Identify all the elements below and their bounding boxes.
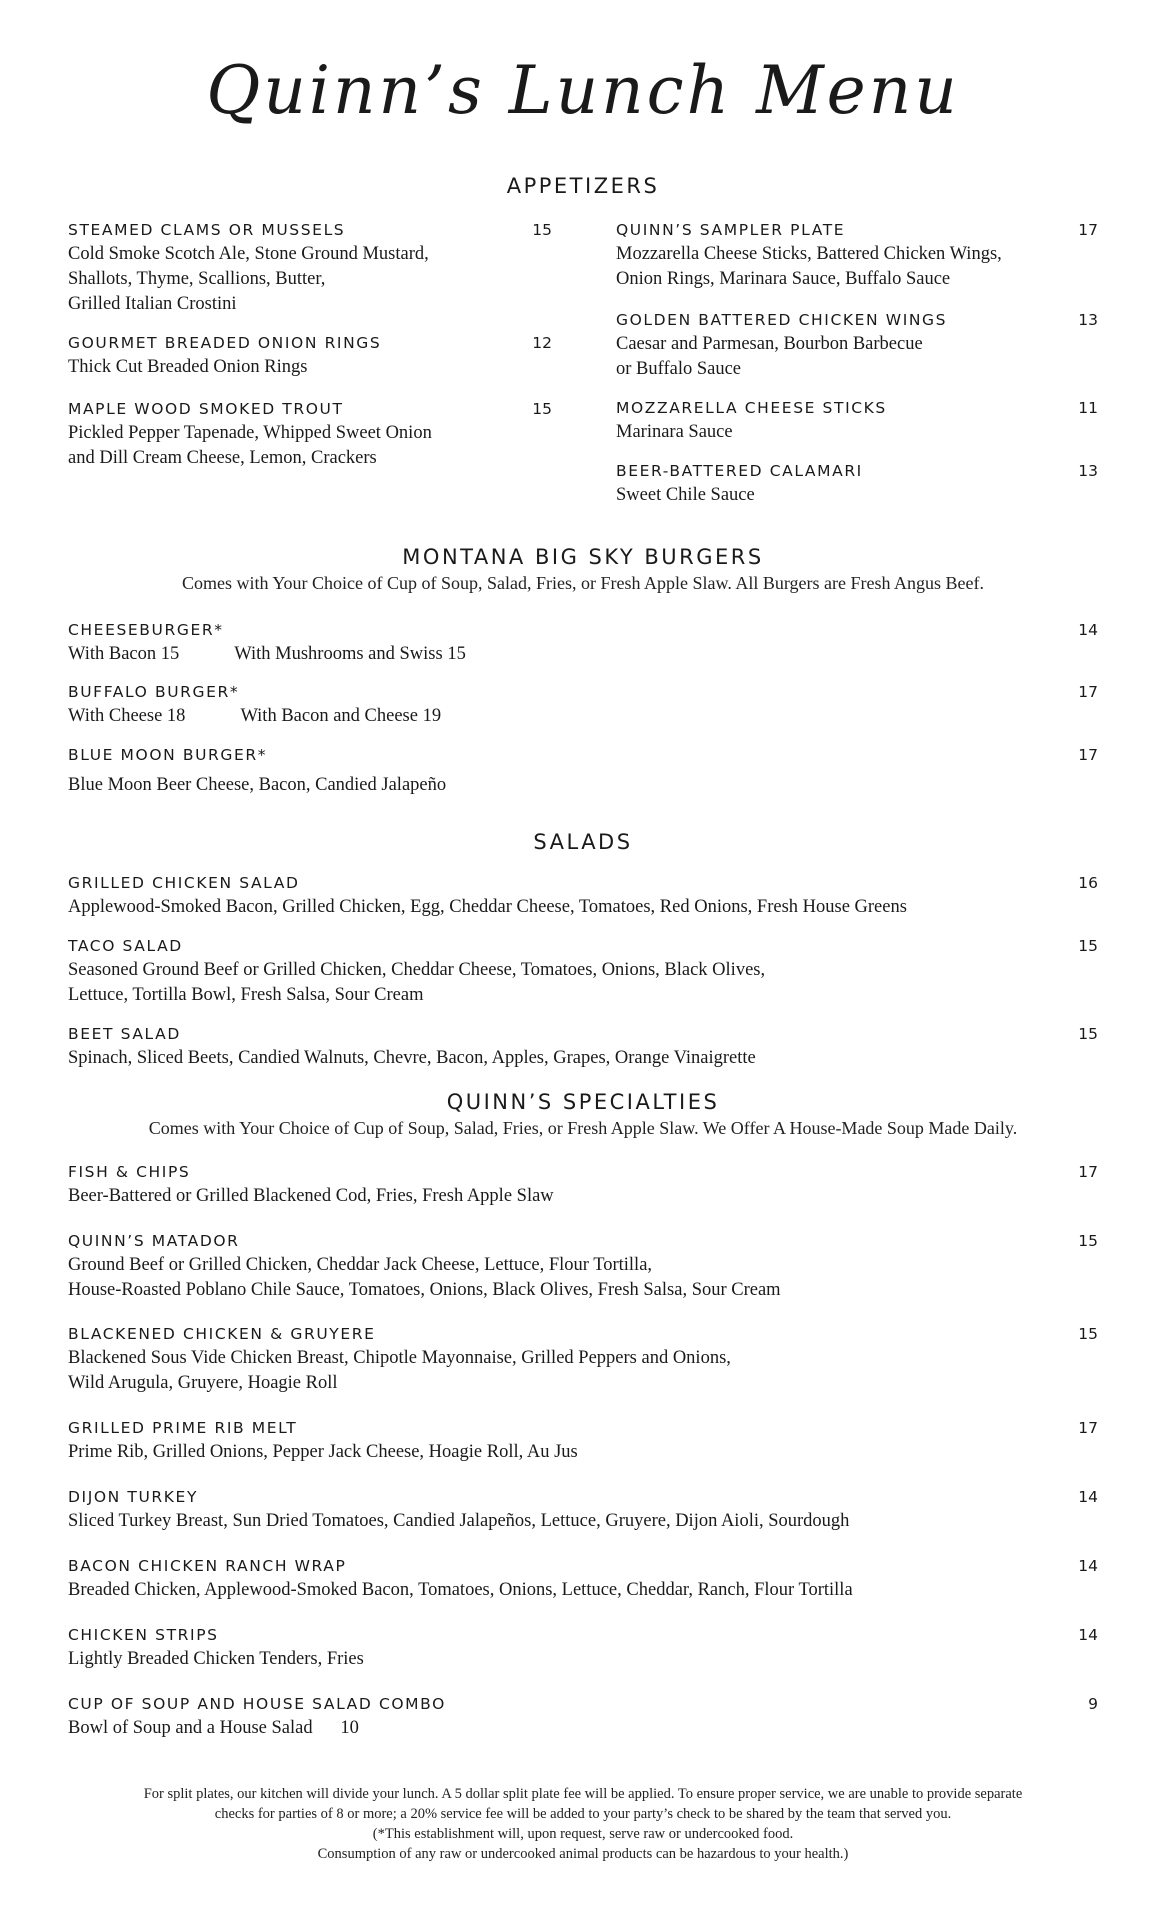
- item-desc: Onion Rings, Marinara Sauce, Buffalo Sauce: [616, 269, 951, 289]
- item-name: BUFFALO BURGER*: [68, 683, 240, 701]
- item-price: 14: [1078, 621, 1098, 639]
- menu-item: [68, 934, 1098, 1008]
- item-desc: Breaded Chicken, Applewood-Smoked Bacon, Tomatoes, Onions, Lettuce, Cheddar, Ranch, Flour Tortilla: [68, 1580, 853, 1600]
- menu-item: [68, 218, 552, 317]
- menu-item: [616, 459, 1098, 508]
- specialties-subtitle: Comes with Your Choice of Cup of Soup, Salad, Fries, or Fresh Apple Slaw. We Offer A House-Made Soup Made Daily.: [148, 1118, 1018, 1138]
- item-desc: Applewood-Smoked Bacon, Grilled Chicken, Egg, Cheddar Cheese, Tomatoes, Red Onions, Fresh House Greens: [68, 897, 907, 917]
- item-price: 15: [532, 221, 552, 239]
- item-desc: and Dill Cream Cheese, Lemon, Crackers: [68, 448, 377, 468]
- item-price: 15: [1078, 937, 1098, 955]
- specialties-heading: QUINN’S SPECIALTIES: [446, 1090, 720, 1114]
- item-price: 15: [1078, 1325, 1098, 1343]
- item-option: With Cheese 18: [68, 706, 186, 726]
- item-price: 11: [1078, 399, 1098, 417]
- menu-item: [68, 1416, 1098, 1465]
- item-price: 17: [1078, 683, 1098, 701]
- item-desc: Cold Smoke Scotch Ale, Stone Ground Mustard,: [68, 244, 429, 264]
- menu-item: [68, 331, 552, 380]
- burgers-heading: MONTANA BIG SKY BURGERS: [402, 545, 764, 569]
- menu-item: [616, 218, 1098, 292]
- item-desc: Beer-Battered or Grilled Blackened Cod, Fries, Fresh Apple Slaw: [68, 1186, 554, 1206]
- item-desc: Bowl of Soup and a House Salad 10: [68, 1718, 359, 1738]
- footer-line: checks for parties of 8 or more; a 20% service fee will be added to your party’s check to be shared by the team that served you.: [214, 1806, 952, 1822]
- item-price: 17: [1078, 1419, 1098, 1437]
- item-desc: House-Roasted Poblano Chile Sauce, Tomatoes, Onions, Black Olives, Fresh Salsa, Sour Cream: [68, 1280, 781, 1300]
- item-desc: Spinach, Sliced Beets, Candied Walnuts, Chevre, Bacon, Apples, Grapes, Orange Vinaigrette: [68, 1048, 756, 1068]
- item-price: 14: [1078, 1488, 1098, 1506]
- item-desc: Lettuce, Tortilla Bowl, Fresh Salsa, Sour Cream: [68, 985, 424, 1005]
- item-desc: Thick Cut Breaded Onion Rings: [68, 357, 308, 377]
- menu-item: [68, 1485, 1098, 1534]
- footer-line: Consumption of any raw or undercooked animal products can be hazardous to your health.): [317, 1846, 849, 1862]
- item-price: 13: [1078, 462, 1098, 480]
- item-desc: Sweet Chile Sauce: [616, 485, 755, 505]
- item-name: GRILLED PRIME RIB MELT: [68, 1419, 298, 1437]
- menu-item: [68, 871, 1098, 920]
- item-name: GRILLED CHICKEN SALAD: [68, 874, 300, 892]
- item-name: BLACKENED CHICKEN & GRUYERE: [68, 1325, 376, 1343]
- item-price: 12: [532, 334, 552, 352]
- item-desc: Sliced Turkey Breast, Sun Dried Tomatoes, Candied Jalapeños, Lettuce, Gruyere, Dijon Aioli, Sourdough: [68, 1511, 850, 1531]
- item-name: FISH & CHIPS: [68, 1163, 191, 1181]
- item-option: With Bacon and Cheese 19: [240, 706, 442, 726]
- item-desc: Wild Arugula, Gruyere, Hoagie Roll: [68, 1373, 338, 1393]
- item-desc: Prime Rib, Grilled Onions, Pepper Jack Cheese, Hoagie Roll, Au Jus: [68, 1442, 578, 1462]
- menu-item: [68, 680, 1098, 729]
- item-name: QUINN’S SAMPLER PLATE: [616, 221, 846, 239]
- item-name: GOURMET BREADED ONION RINGS: [68, 334, 382, 352]
- item-option: With Mushrooms and Swiss 15: [234, 644, 466, 664]
- item-price: 17: [1078, 221, 1098, 239]
- item-desc: Shallots, Thyme, Scallions, Butter,: [68, 269, 326, 289]
- item-desc: Mozzarella Cheese Sticks, Battered Chicken Wings,: [616, 244, 1002, 264]
- item-name: BEET SALAD: [68, 1025, 181, 1043]
- item-option: With Bacon 15: [68, 644, 180, 664]
- item-desc: Seasoned Ground Beef or Grilled Chicken, Cheddar Cheese, Tomatoes, Onions, Black Olives,: [68, 960, 766, 980]
- item-desc: Blue Moon Beer Cheese, Bacon, Candied Jalapeño: [68, 775, 447, 795]
- menu-item: [68, 397, 552, 471]
- item-desc: Grilled Italian Crostini: [68, 294, 237, 314]
- item-price: 14: [1078, 1626, 1098, 1644]
- menu-item: [616, 396, 1098, 445]
- appetizers-heading: APPETIZERS: [506, 174, 660, 198]
- menu-title: Quinn’s Lunch Menu: [206, 52, 960, 129]
- item-desc: Ground Beef or Grilled Chicken, Cheddar Jack Cheese, Lettuce, Flour Tortilla,: [68, 1255, 653, 1275]
- item-desc: Marinara Sauce: [616, 422, 733, 442]
- item-name: MOZZARELLA CHEESE STICKS: [616, 399, 887, 417]
- item-name: BACON CHICKEN RANCH WRAP: [68, 1557, 347, 1575]
- menu-item: [616, 308, 1098, 382]
- item-name: GOLDEN BATTERED CHICKEN WINGS: [616, 311, 948, 329]
- footer-line: For split plates, our kitchen will divide your lunch. A 5 dollar split plate fee will be applied. To ensure proper service, we are unable to provide separate: [143, 1786, 1023, 1802]
- item-price: 13: [1078, 311, 1098, 329]
- item-options: [68, 704, 1098, 729]
- item-name: CUP OF SOUP AND HOUSE SALAD COMBO: [68, 1695, 446, 1713]
- item-desc: Lightly Breaded Chicken Tenders, Fries: [68, 1649, 364, 1669]
- menu-item: [68, 1554, 1098, 1603]
- item-price: 15: [1078, 1232, 1098, 1250]
- item-desc: Caesar and Parmesan, Bourbon Barbecue: [616, 334, 923, 354]
- item-price: 15: [532, 400, 552, 418]
- footer-notice: [0, 1784, 1166, 1864]
- footer-line: (*This establishment will, upon request, serve raw or undercooked food.: [372, 1826, 794, 1842]
- menu-item: [68, 743, 1098, 798]
- item-price: 16: [1078, 874, 1098, 892]
- item-price: 15: [1078, 1025, 1098, 1043]
- salads-heading: SALADS: [533, 830, 633, 854]
- menu-item: [68, 1160, 1098, 1209]
- item-price: 17: [1078, 746, 1098, 764]
- item-price: 14: [1078, 1557, 1098, 1575]
- item-options: [68, 642, 1098, 667]
- menu-item: [68, 1322, 1098, 1396]
- menu-item: [68, 1692, 1098, 1741]
- item-name: BLUE MOON BURGER*: [68, 746, 268, 764]
- item-price: 9: [1088, 1695, 1098, 1713]
- item-name: CHEESEBURGER*: [68, 621, 224, 639]
- item-price: 17: [1078, 1163, 1098, 1181]
- item-name: TACO SALAD: [68, 937, 183, 955]
- menu-item: [68, 1623, 1098, 1672]
- item-desc: or Buffalo Sauce: [616, 359, 742, 379]
- burgers-subtitle: Comes with Your Choice of Cup of Soup, Salad, Fries, or Fresh Apple Slaw. All Burgers are Fresh Angus Beef.: [182, 573, 984, 593]
- item-name: STEAMED CLAMS OR MUSSELS: [68, 221, 346, 239]
- item-name: QUINN’S MATADOR: [68, 1232, 240, 1250]
- menu-item: [68, 1229, 1098, 1303]
- menu-item: [68, 618, 1098, 667]
- item-name: BEER-BATTERED CALAMARI: [616, 462, 863, 480]
- item-name: MAPLE WOOD SMOKED TROUT: [68, 400, 344, 418]
- item-desc: Blackened Sous Vide Chicken Breast, Chipotle Mayonnaise, Grilled Peppers and Onions,: [68, 1348, 731, 1368]
- item-name: CHICKEN STRIPS: [68, 1626, 219, 1644]
- item-name: DIJON TURKEY: [68, 1488, 199, 1506]
- item-desc: Pickled Pepper Tapenade, Whipped Sweet Onion: [68, 423, 432, 443]
- menu-item: [68, 1022, 1098, 1071]
